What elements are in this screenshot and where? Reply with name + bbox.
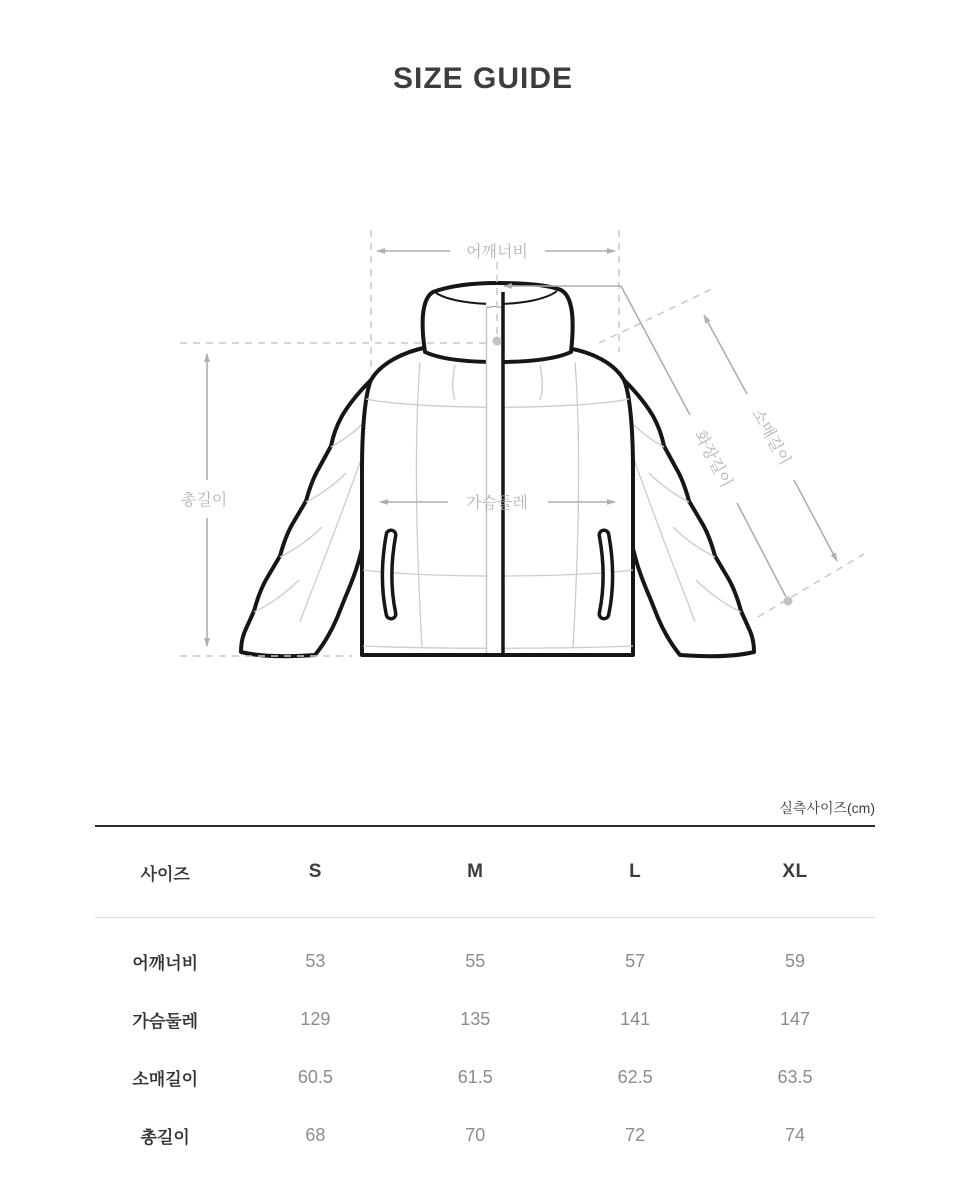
cell-value: 59 — [784, 950, 806, 971]
label-chest-circumference: 가슴둘레 — [466, 495, 528, 512]
row-label: 어깨너비 — [132, 953, 199, 973]
table-row-sleeve-length — [95, 1048, 875, 1106]
table-row-shoulder-width — [95, 932, 875, 990]
cell-value: 72 — [625, 1124, 646, 1145]
size-table — [95, 798, 875, 1164]
cell-value: 62.5 — [617, 1066, 653, 1087]
cell-value: 55 — [465, 950, 486, 971]
left-sleeve — [241, 380, 371, 656]
header-size-label: 사이즈 — [140, 864, 190, 884]
header-size-xl: XL — [782, 861, 808, 882]
header-size-s: S — [308, 861, 322, 882]
table-row-total-length — [95, 1106, 875, 1164]
center-back-neck-dot — [493, 337, 502, 346]
cell-value: 70 — [465, 1124, 486, 1145]
cell-value: 74 — [784, 1124, 806, 1145]
cell-value: 129 — [300, 1008, 331, 1029]
zipper-placket — [486, 292, 503, 653]
cell-value: 135 — [460, 1008, 491, 1029]
cell-value: 68 — [305, 1124, 326, 1145]
table-row-chest-circumference — [95, 990, 875, 1048]
table-unit-caption: 실측사이즈(cm) — [779, 800, 875, 816]
cell-value: 141 — [620, 1008, 651, 1029]
label-sleeve-length: 소매길이 — [748, 406, 793, 469]
row-label: 총길이 — [140, 1127, 190, 1147]
cell-value: 60.5 — [297, 1066, 333, 1087]
cell-value: 53 — [305, 950, 326, 971]
row-label: 가슴둘레 — [132, 1011, 199, 1031]
label-shoulder-width: 어깨너비 — [466, 244, 528, 261]
label-hwajang-length: 화장길이 — [690, 427, 735, 491]
table-body — [95, 918, 875, 1164]
cuff-end-dot — [784, 597, 793, 606]
right-sleeve — [624, 380, 754, 656]
cell-value: 147 — [779, 1008, 811, 1029]
cell-value: 61.5 — [457, 1066, 493, 1087]
page-title: SIZE GUIDE — [392, 62, 574, 95]
header-size-m: M — [467, 861, 484, 882]
label-total-length: 총길이 — [180, 492, 228, 509]
header-size-l: L — [629, 861, 642, 882]
row-label: 소매길이 — [132, 1069, 199, 1089]
table-header-row — [95, 825, 875, 918]
cell-value: 57 — [625, 950, 646, 971]
cell-value: 63.5 — [777, 1066, 813, 1087]
